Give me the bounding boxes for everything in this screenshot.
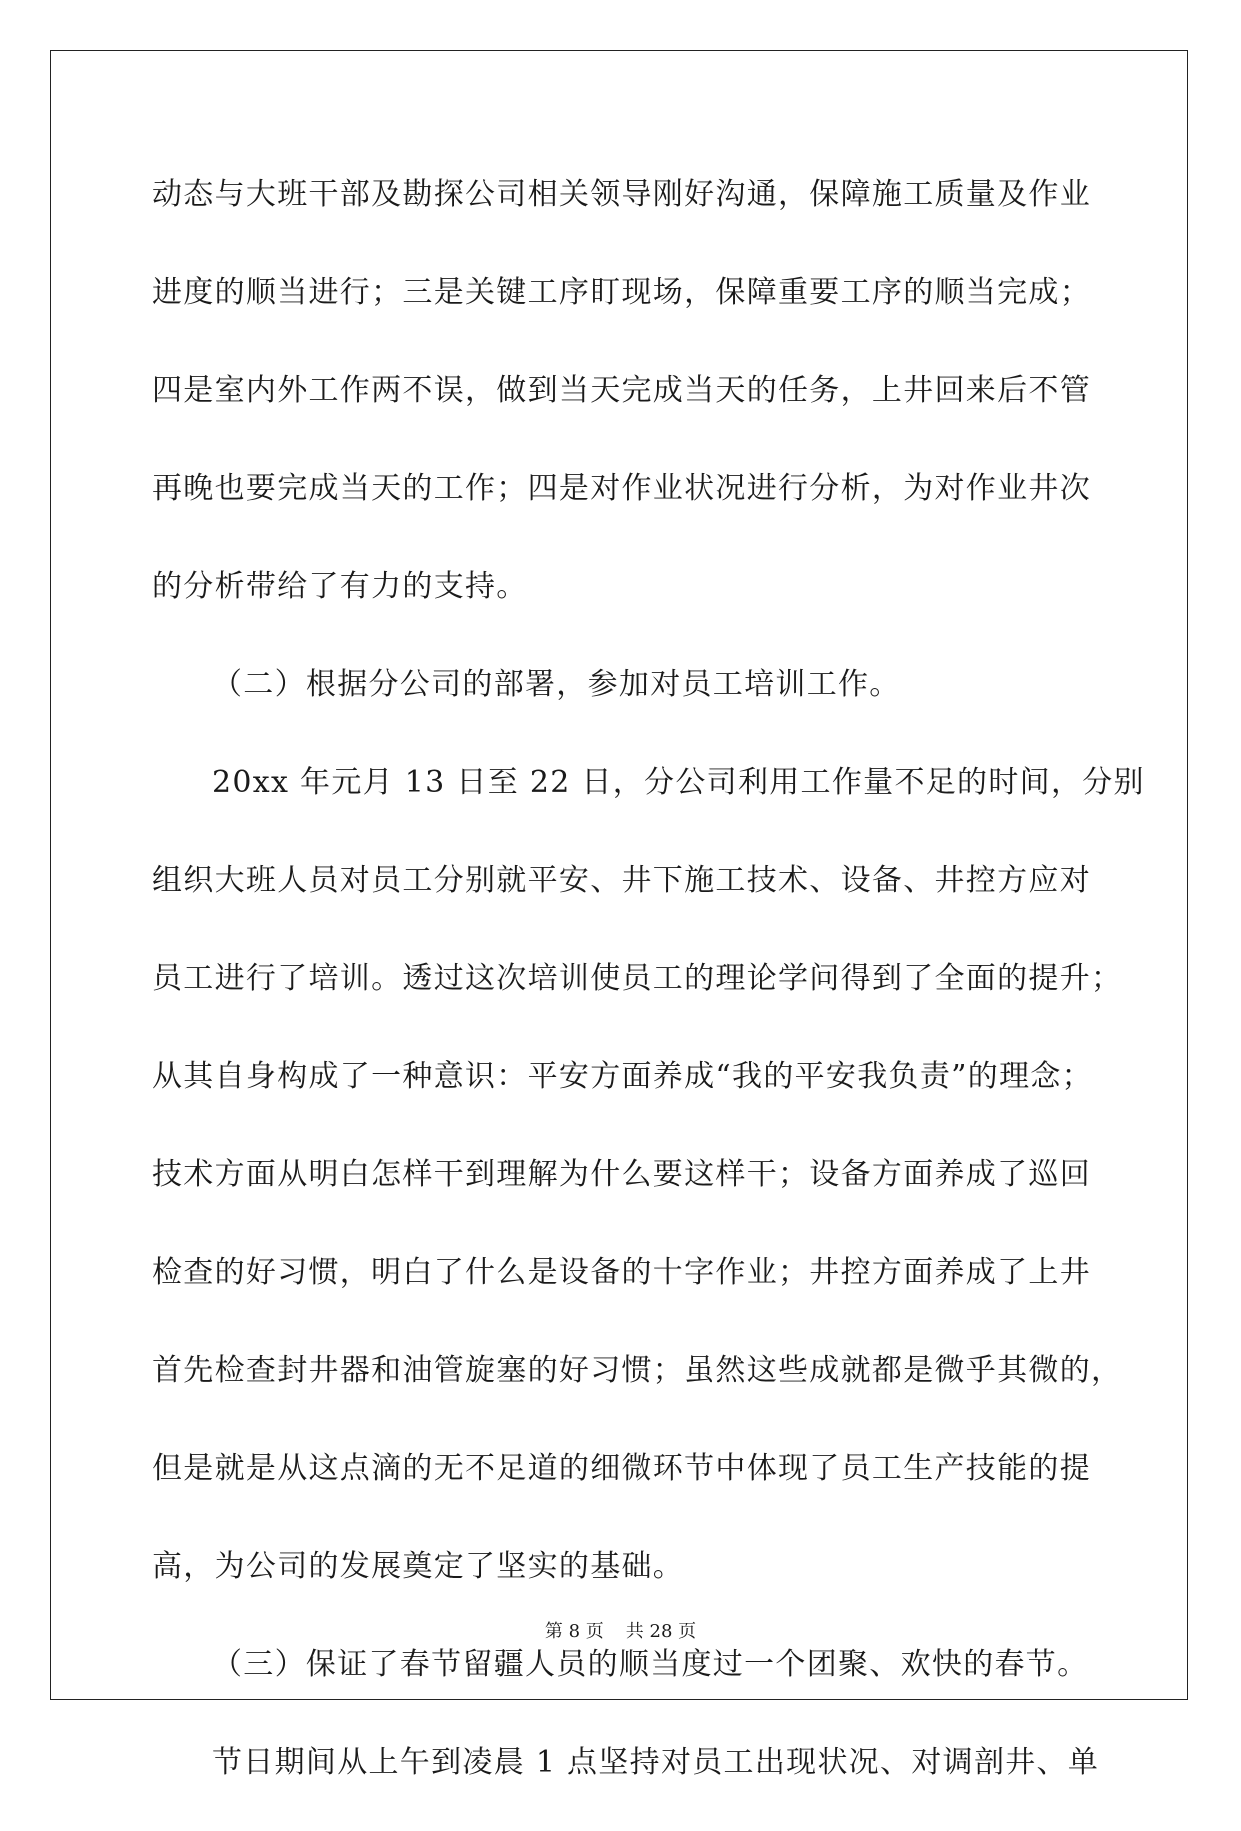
text-line: 四是室内外工作两不误，做到当天完成当天的任务，上井回来后不管 bbox=[152, 373, 1091, 408]
document-body bbox=[152, 165, 1145, 1831]
paragraph-start-line: 节日期间从上午到凌晨 1 点坚持对员工出现状况、对调剖井、单 bbox=[212, 1745, 1100, 1780]
text-line: 进度的顺当进行；三是关键工序盯现场，保障重要工序的顺当完成； bbox=[152, 275, 1091, 310]
section-heading-2: （二）根据分公司的部署，参加对员工培训工作。 bbox=[212, 667, 901, 702]
text-line: 从其自身构成了一种意识：平安方面养成“我的平安我负责”的理念； bbox=[152, 1059, 1093, 1094]
page-footer bbox=[0, 1617, 1241, 1643]
text-line: 再晚也要完成当天的工作；四是对作业状况进行分析，为对作业井次 bbox=[152, 471, 1091, 506]
text-line: 组织大班人员对员工分别就平安、井下施工技术、设备、井控方应对 bbox=[152, 863, 1091, 898]
page-number: 第 8 页 bbox=[544, 1621, 604, 1642]
text-line: 检查的好习惯，明白了什么是设备的十字作业；井控方面养成了上井 bbox=[152, 1255, 1091, 1290]
page-total: 共 28 页 bbox=[625, 1621, 697, 1642]
text-line: 的分析带给了有力的支持。 bbox=[152, 569, 528, 604]
text-line: 高，为公司的发展奠定了坚实的基础。 bbox=[152, 1549, 685, 1584]
section-heading-3: （三）保证了春节留疆人员的顺当度过一个团聚、欢快的春节。 bbox=[212, 1647, 1089, 1682]
text-line: 技术方面从明白怎样干到理解为什么要这样干；设备方面养成了巡回 bbox=[152, 1157, 1091, 1192]
text-line: 员工进行了培训。透过这次培训使员工的理论学问得到了全面的提升； bbox=[152, 961, 1123, 996]
text-line: 但是就是从这点滴的无不足道的细微环节中体现了员工生产技能的提 bbox=[152, 1451, 1091, 1486]
text-line: 首先检查封井器和油管旋塞的好习惯；虽然这些成就都是微乎其微的， bbox=[152, 1353, 1123, 1388]
text-line: 动态与大班干部及勘探公司相关领导刚好沟通，保障施工质量及作业 bbox=[152, 177, 1091, 212]
paragraph-start-line: 20xx 年元月 13 日至 22 日，分公司利用工作量不足的时间，分别 bbox=[212, 765, 1145, 800]
